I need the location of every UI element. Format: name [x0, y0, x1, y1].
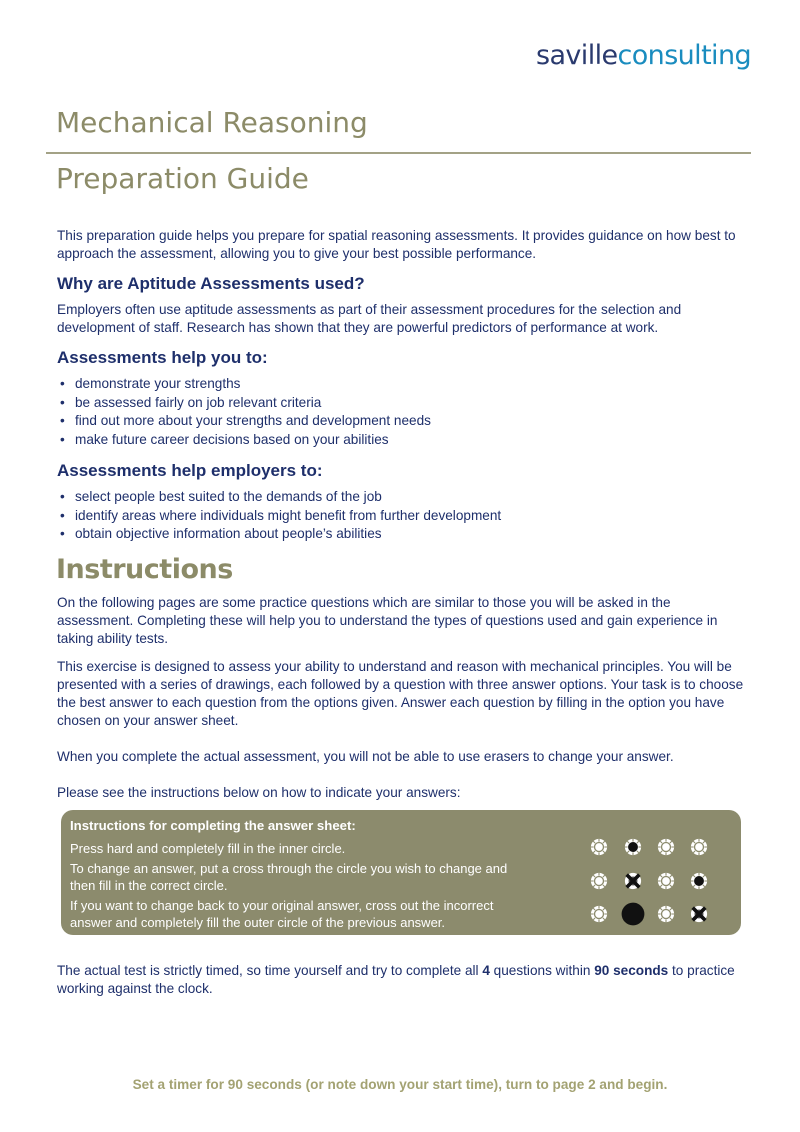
fully-filled-bubble-icon — [621, 902, 645, 926]
timing-paragraph: The actual test is strictly timed, so time yourself and try to complete all 4 questions within 90 seconds to practice working against the clock. — [57, 963, 735, 996]
empty-bubble-icon — [590, 872, 608, 890]
answer-instructions-box — [61, 810, 741, 935]
list-item: • select people best suited to the demands of the job — [75, 488, 747, 507]
answer-row-3-text: If you want to change back to your original answer, cross out the incorrect answer and completely fill the outer circle of the previous answer. — [70, 898, 494, 930]
filled-bubble-icon — [690, 872, 708, 890]
title-divider — [46, 152, 751, 154]
instructions-p2: This exercise is designed to assess your ability to understand and reason with mechanical principles. You will be presented with a series of drawings, each followed by a question with three answer options. Your task is to choose the best answer to each question from the options given. Answer each question by filling in the option you have chosen on your answer sheet. — [57, 658, 744, 728]
why-paragraph: Employers often use aptitude assessments as part of their assessment procedures for the selection and development of staff. Research has shown that they are powerful predictors of performance at work. — [57, 302, 682, 335]
page-title: Mechanical Reasoning — [56, 106, 368, 139]
list-item: • identify areas where individuals might benefit from further development — [75, 507, 747, 526]
list-item: • obtain objective information about people’s abilities — [75, 525, 747, 544]
help-employers-list — [57, 488, 747, 544]
list-item: • find out more about your strengths and development needs — [75, 412, 747, 431]
list-item: • make future career decisions based on your abilities — [75, 431, 747, 450]
page-subtitle: Preparation Guide — [56, 162, 309, 195]
empty-bubble-icon — [657, 838, 675, 856]
footer-instruction: Set a timer for 90 seconds (or note down your start time), turn to page 2 and begin. — [132, 1077, 668, 1092]
instructions-heading: Instructions — [56, 553, 233, 585]
empty-bubble-icon — [590, 838, 608, 856]
help-you-list — [57, 375, 747, 450]
help-you-heading: Assessments help you to: — [57, 348, 268, 367]
answer-row-1-text: Press hard and completely fill in the inner circle. — [70, 841, 346, 856]
answer-row-2-text: To change an answer, put a cross through the circle you wish to change and then fill in the correct circle. — [70, 861, 508, 893]
intro-paragraph: This preparation guide helps you prepare for spatial reasoning assessments. It provides guidance on how best to approach the assessment, allowing you to give your best possible performance. — [57, 228, 736, 261]
empty-bubble-icon — [657, 872, 675, 890]
why-heading: Why are Aptitude Assessments used? — [57, 274, 365, 293]
help-employers-heading: Assessments help employers to: — [57, 460, 323, 480]
filled-bubble-icon — [624, 838, 642, 856]
time-limit: 90 seconds — [594, 963, 669, 978]
question-count: 4 — [482, 963, 490, 978]
empty-bubble-icon — [657, 905, 675, 923]
answer-box-title: Instructions for completing the answer sheet: — [70, 818, 356, 833]
instructions-p4: Please see the instructions below on how to indicate your answers: — [57, 784, 461, 800]
crossed-bubble-icon — [690, 905, 708, 923]
list-item: • demonstrate your strengths — [75, 375, 747, 394]
empty-bubble-icon — [690, 838, 708, 856]
empty-bubble-icon — [590, 905, 608, 923]
logo: savilleconsulting — [536, 40, 752, 71]
list-item: • be assessed fairly on job relevant criteria — [75, 394, 747, 413]
crossed-bubble-icon — [624, 872, 642, 890]
instructions-p1: On the following pages are some practice questions which are similar to those you will be asked in the assessment. Completing these will help you to understand the types of questions used and gain experience in taking ability tests. — [57, 594, 718, 646]
instructions-p3: When you complete the actual assessment, you will not be able to use erasers to change your answer. — [57, 748, 674, 764]
main-content — [57, 227, 747, 812]
